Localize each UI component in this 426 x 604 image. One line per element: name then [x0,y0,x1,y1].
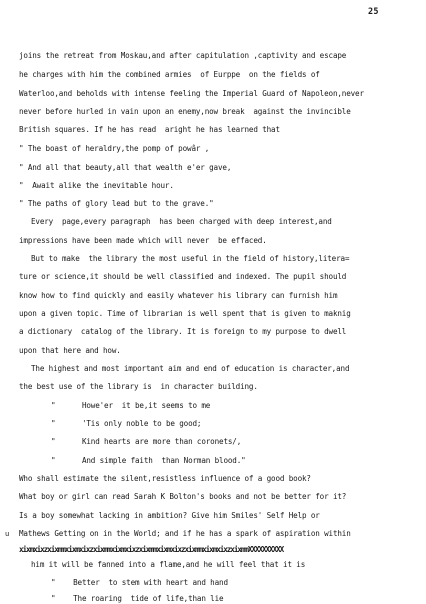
page-number: 25 [368,7,379,17]
text-line: " The boast of heraldry,the pomp of powâr , [19,144,210,153]
text-line: he charges with him the combined armies of Eurppe on the fields of [19,70,320,79]
text-line: upon a given topic. Time of librarian is well spent that is given to maknig [19,309,351,318]
text-line: upon that here and how. [19,346,121,355]
text-line: impressions have been made which will never be effaced. [19,236,267,245]
struck-out-line: xixmxixzxixmmxixmxixzxixmmxixmxixzxixmmxixmxixzxixmmxixmxixzxixmmXXXXXXXXXX [19,545,284,554]
text-line: Every page,every paragraph has been charged with deep interest,and [31,217,332,226]
text-line: British squares. If he has read aright he has learned that [19,125,280,134]
text-line: Waterloo,and beholds with intense feeling the Imperial Guard of Napoleon,never [19,89,364,98]
text-line: never before hurled in vain upon an enemy,now break against the invincible [19,107,351,116]
text-line: Who shall estimate the silent,resistless influence of a good book? [19,474,311,483]
text-line: Mathews Getting on in the World; and if he has a spark of aspiration within [19,529,351,538]
text-line: " Howe'er it be,it seems to me [51,401,211,410]
text-line: know how to find quickly and easily whatever his library can furnish him [19,291,338,300]
text-line: " 'Tis only noble to be good; [51,419,202,428]
text-line: " The paths of glory lead but to the grave." [19,199,214,208]
text-line: What boy or girl can read Sarah K Bolton's books and not be better for it? [19,492,347,501]
text-line: a dictionary catalog of the library. It is foreign to my purpose to dwell [19,327,347,336]
text-line: But to make the library the most useful in the field of history,litera= [31,254,350,263]
text-line: " Kind hearts are more than coronets/, [51,437,242,446]
text-line: " And simple faith than Norman blood." [51,456,246,465]
text-line: joins the retreat from Moskau,and after capitulation ,captivity and escape [19,51,347,60]
text-line: " Await alike the inevitable hour. [19,181,174,190]
margin-mark: u [5,530,10,538]
text-line: Is a boy somewhat lacking in ambition? Give him Smiles' Self Help or [19,511,320,520]
text-line: ture or science,it should be well classified and indexed. The pupil should [19,272,347,281]
text-line: " Better to stem with heart and hand [51,578,228,587]
text-line: " And all that beauty,all that wealth e'er gave, [19,163,232,172]
text-line: the best use of the library is in character building. [19,382,258,391]
text-line: The highest and most important aim and end of education is character,and [31,364,350,373]
text-line: " The roaring tide of life,than lie [51,594,224,603]
text-line: him it will be fanned into a flame,and he will feel that it is [31,560,306,569]
